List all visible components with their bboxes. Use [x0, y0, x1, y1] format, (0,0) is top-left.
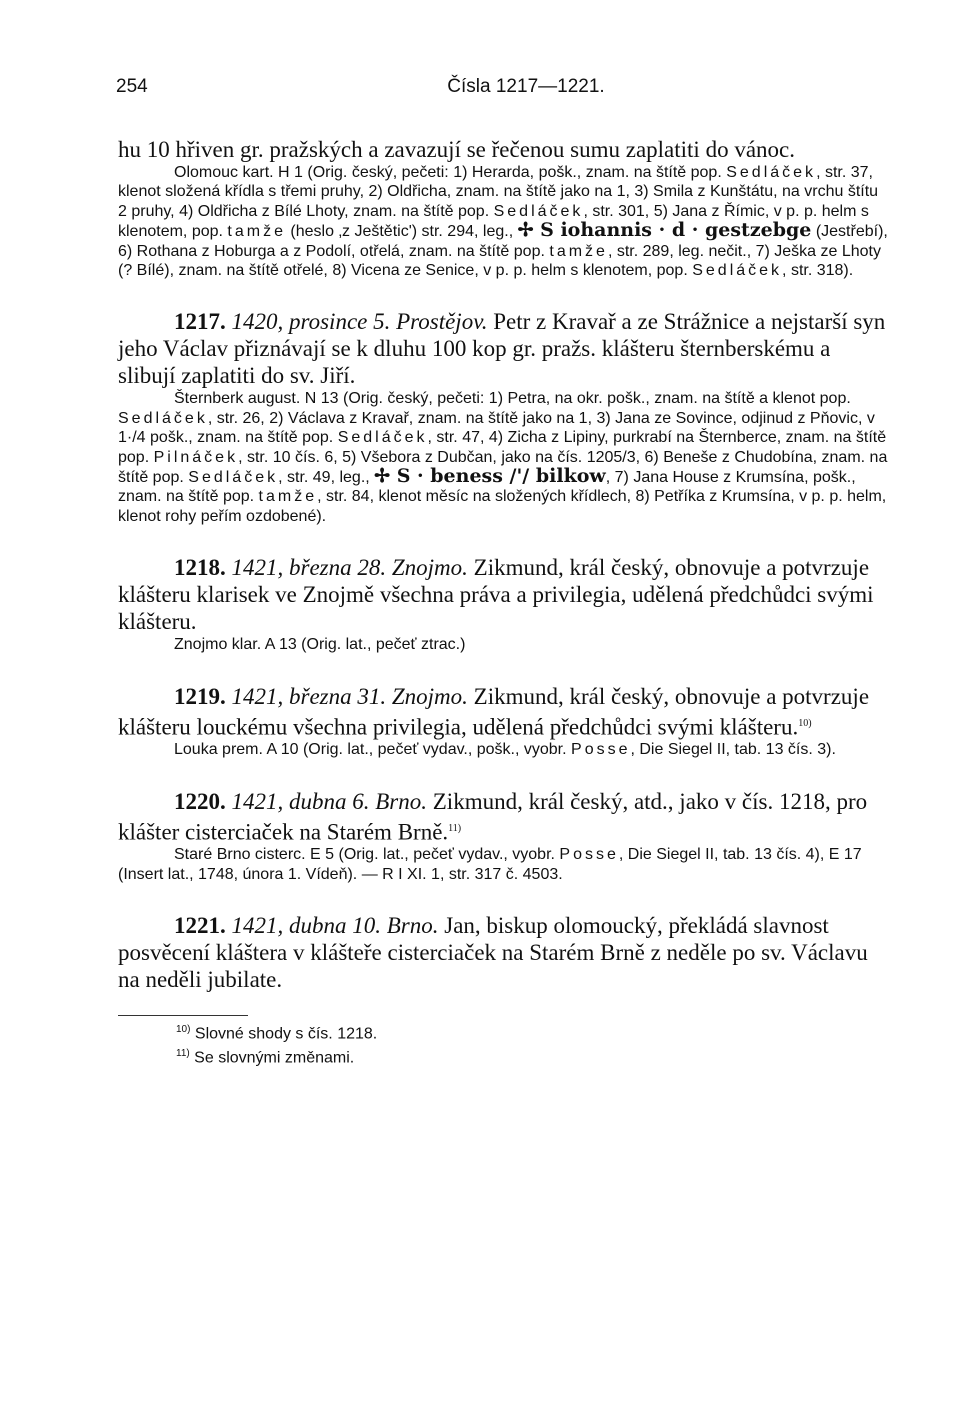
footnote: $^{11)}$ Se slovnými změnami.	[176, 1047, 355, 1066]
entry-date: 1421, dubna 6. Brno.	[231, 788, 427, 814]
entry-number: 1219.	[174, 683, 226, 709]
entry-1220	[118, 788, 888, 884]
entry-note: Staré Brno cisterc. E 5 (Orig. lat., pečeť vydav., vyobr. Posse, Die Siegel II, tab. 13 čís. 4), E 17 (Insert lat., 1748, února 1. Vídeň). — R I XI. 1, str. 317 č. 4503.	[118, 846, 862, 883]
entry-number: 1218.	[174, 555, 226, 581]
entry-1218	[118, 554, 888, 654]
entry-regest: 1218. 1421, března 28. Znojmo. Zikmund, král český, obnovuje a potvrzuje klášteru klarisek ve Znojmě všechna práva a privilegia, udělená předchůdci svými klášteru.	[118, 555, 874, 635]
entry-date: 1421, března 31. Znojmo.	[231, 683, 468, 709]
entry-1221	[118, 912, 888, 993]
intro-text: hu 10 hřiven gr. pražských a zavazují se řečenou sumu zaplatiti do vánoc.	[118, 137, 795, 162]
seal-legend: ✢ S iohannis · d · gestzebge	[517, 219, 812, 242]
footnote-ref: 11)	[448, 822, 462, 834]
page-header	[116, 76, 886, 104]
seal-legend: ✢ S · beness /'/ bilkow	[374, 465, 606, 488]
entry-1219	[118, 683, 888, 760]
page-number: 254	[116, 76, 148, 97]
entry-regest: 1219. 1421, března 31. Znojmo. Zikmund, král český, obnovuje a potvrzuje klášteru louckému všechna privilegia, udělená předchůdci svými klášteru.$^{10)}$	[118, 683, 870, 740]
entry-note: Louka prem. A 10 (Orig. lat., pečeť vydav., pošk., vyobr. Posse, Die Siegel II, tab. 13 čís. 3).	[174, 741, 836, 759]
entry-note: Znojmo klar. A 13 (Orig. lat., pečeť ztrac.)	[174, 636, 466, 654]
running-title: Čísla 1217—1221.	[447, 76, 605, 97]
entry-regest: 1220. 1421, dubna 6. Brno. Zikmund, král český, atd., jako v čís. 1218, pro klášter cisterciaček na Starém Brně.$^{11)}$	[118, 788, 868, 845]
entry-1217	[118, 308, 888, 526]
footnote: $^{10)}$ Slovné shody s čís. 1218.	[176, 1024, 378, 1043]
entry-note: Šternberk august. N 13 (Orig. český, pečeti: 1) Petra, na okr. pošk., znam. na štítě a klenot pop. Sedláček, str. 26, 2) Václava z Kravař, znam. na štítě jako na 1, 3) Jana ze Sovince, odjinud z Pňovic, v 1·/4 pošk., znam. na štítě pop. Sedláček, str. 47, 4) Zicha z Lipiny, purkrabí na Šternberce, znam. na štítě pop. Pilnáček, str. 10 čís. 6, 5) Všebora z Dubčan, jako na čís. 1205/3, 6) Beneše z Chudobína, znam. na štítě pop. Sedláček, str. 49, leg., ✢ S · beness /'/ bilkow, 7) Jana House z Krumsína, pošk., znam. na štítě pop. tamže, str. 84, klenot měsíc na složených křídlech, 8) Petříka z Krumsína, v p. p. helm, klenot rohy peřím ozdobené).	[118, 390, 888, 525]
entry-number: 1217.	[174, 309, 226, 335]
footnote-ref: 10)	[798, 717, 812, 729]
entry-date: 1421, dubna 10. Brno.	[231, 913, 439, 939]
page-content	[118, 136, 888, 1067]
entry-number: 1221.	[174, 913, 226, 939]
entry-number: 1220.	[174, 788, 226, 814]
entry-date: 1420, prosince 5. Prostějov.	[231, 309, 488, 335]
intro-note: Olomouc kart. H 1 (Orig. český, pečeti: 1) Herarda, pošk., znam. na štítě pop. Sedláček, str. 37, klenot složená křídla s třemi pruhy, 2) Oldřicha, znam. na štítě jako na 1, 3) Smila z Kunštátu, na vrchu štítu 2 pruhy, 4) Oldřicha z Bílé Lhoty, znam. na štítě pop. Sedláček, str. 301, 5) Jana z Římic, v p. p. helm s klenotem, pop. tamže (heslo ‚z Ještětic') str. 294, leg., ✢ S iohannis · d · gestzebge (Jestřebí), 6) Rothana z Hoburga a z Podolí, otřelá, znam. na štítě pop. tamže, str. 289, leg. nečit., 7) Ješka ze Lhoty (? Bílé), znam. na štítě otřelé, 8) Vicena ze Senice, v p. p. helm s klenotem, pop. Sedláček, str. 318).	[118, 164, 888, 280]
footnote-divider	[118, 1015, 248, 1016]
entry-date: 1421, března 28. Znojmo.	[231, 555, 468, 581]
entry-regest: 1217. 1420, prosince 5. Prostějov. Petr z Kravař a ze Strážnice a nejstarší syn jeho Václav přiznávají se k dluhu 100 kop gr. pražs. klášteru šternberskému a slibují zaplatiti do sv. Jiří.	[118, 309, 886, 389]
entry-regest: 1221. 1421, dubna 10. Brno. Jan, biskup olomoucký, překládá slavnost posvěcení kláštera v klášteře cisterciaček na Starém Brně z neděle po sv. Václavu na neděli jubilate.	[118, 913, 868, 993]
